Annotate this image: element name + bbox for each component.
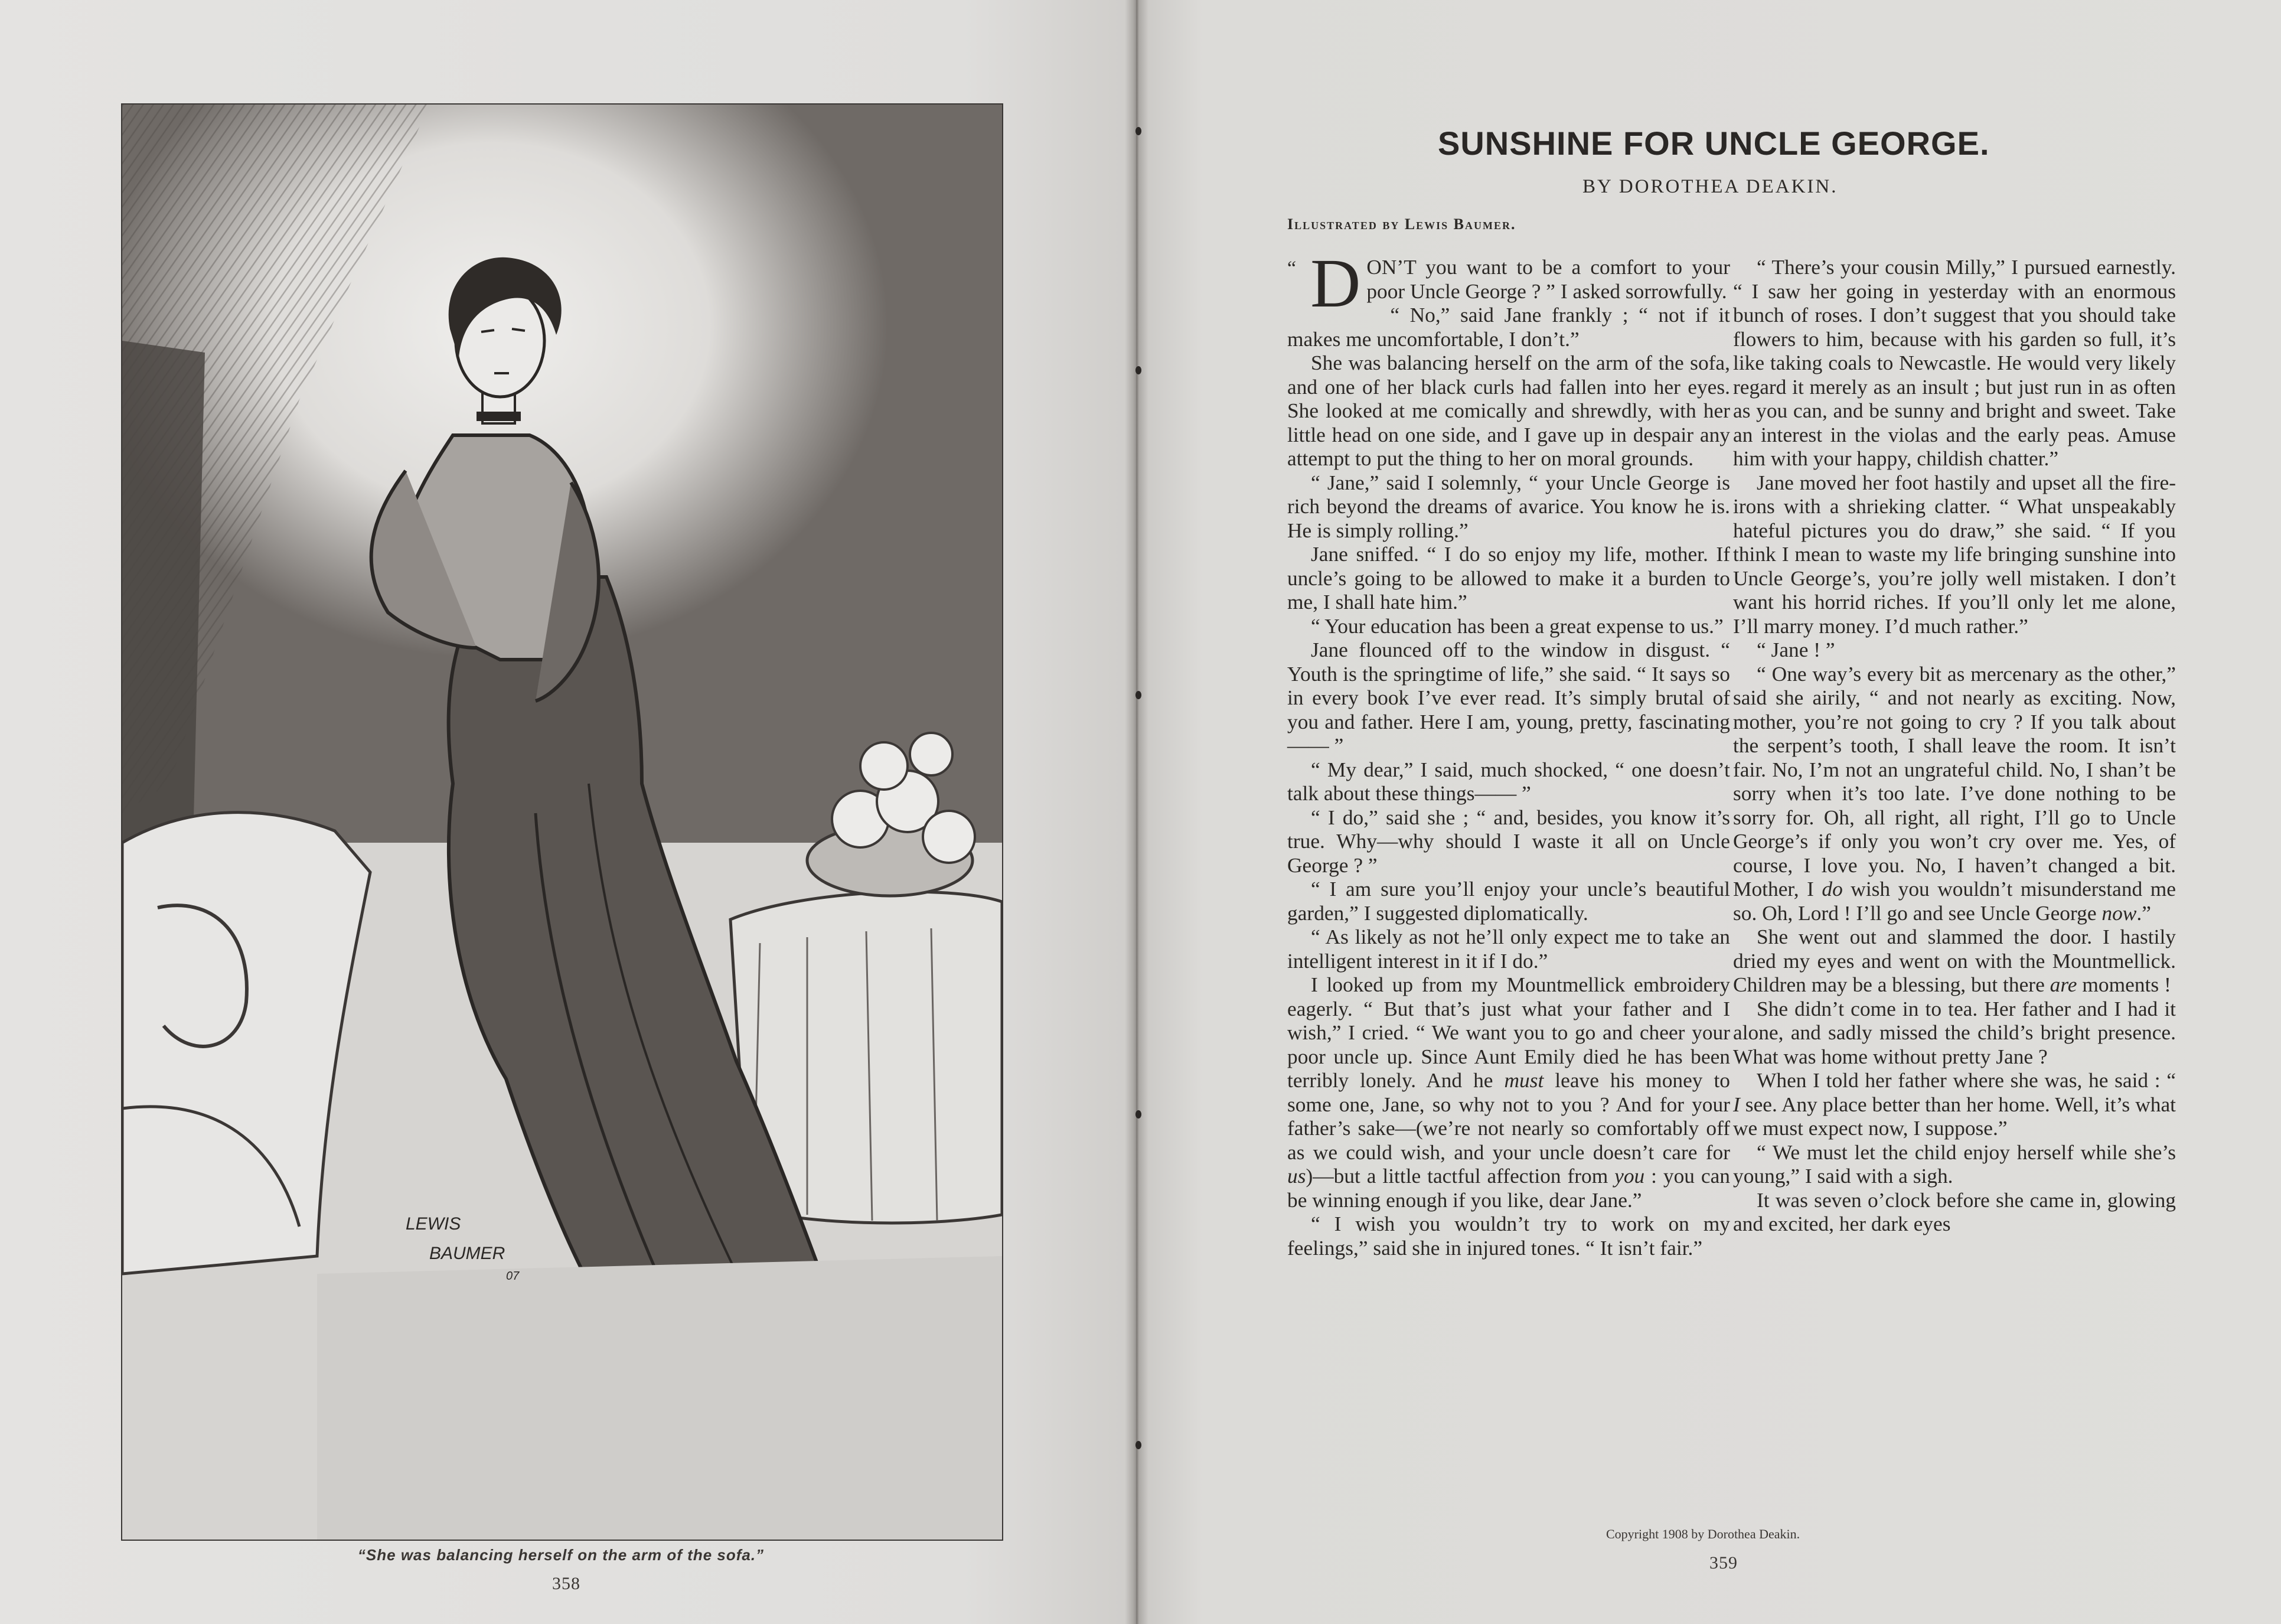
italic-text: must bbox=[1504, 1068, 1544, 1092]
italic-text: now bbox=[2101, 901, 2137, 925]
text-run: leave his money to some one, Jane, so why not to you ? And for your father’s sake—(we’re not nearly so comfortably off as we could wish, and your uncle doesn’t care for bbox=[1287, 1068, 1730, 1164]
paragraph: “ I am sure you’ll enjoy your uncle’s beautiful garden,” I suggested diplomatically. bbox=[1287, 877, 1730, 925]
text-run: She went out and slammed the door. I hastily dried my eyes and went on with the Mountmellick. Children may be a blessing, but there bbox=[1733, 925, 2176, 996]
text-column-2 bbox=[1733, 255, 2176, 1236]
paragraph: She didn’t come in to tea. Her father and I had it alone, and sadly missed the child’s bright presence. What was home without pretty Jane ? bbox=[1733, 996, 2176, 1068]
page-number-left: 358 bbox=[552, 1574, 580, 1593]
paragraph bbox=[1287, 973, 1730, 1212]
binding-thread-mark bbox=[1135, 691, 1141, 699]
left-page bbox=[0, 0, 1134, 1624]
paragraph: Jane sniffed. “ I do so enjoy my life, mother. If uncle’s going to be allowed to make it a burden to me, I shall hate him.” bbox=[1287, 542, 1730, 614]
paragraph bbox=[1733, 925, 2176, 997]
svg-text:07: 07 bbox=[506, 1270, 520, 1283]
paragraph: “ I wish you wouldn’t try to work on my feelings,” said she in injured tones. “ It isn’t fair.” bbox=[1287, 1212, 1730, 1260]
paragraph bbox=[1733, 1068, 2176, 1140]
paragraph: “ As likely as not he’ll only expect me to take an intelligent interest in it if I do.” bbox=[1287, 925, 1730, 973]
paragraph: “ Your education has been a great expense to us.” bbox=[1311, 614, 1724, 638]
copyright-notice: Copyright 1908 by Dorothea Deakin. bbox=[1606, 1527, 1800, 1541]
italic-text: you bbox=[1614, 1164, 1645, 1188]
paragraph: “ I do,” said she ; “ and, besides, you know it’s true. Why—why should I waste it all on Uncle George ? ” bbox=[1287, 805, 1730, 877]
binding-thread-mark bbox=[1135, 127, 1141, 135]
paragraph: Jane flounced off to the window in disgust. “ Youth is the springtime of life,” she said. “ It says so in every book I’ve ever read. It’s simply brutal of you and father. Here I am, young, pretty, fascinating—— ” bbox=[1287, 638, 1730, 757]
text-run: When I told her father where she was, he said : “ bbox=[1757, 1068, 2176, 1092]
drop-cap: D bbox=[1310, 244, 1361, 322]
text-run: see. Any place better than her home. Well, it’s what we must expect now, I suppose.” bbox=[1733, 1092, 2176, 1140]
binding-thread-mark bbox=[1135, 1110, 1141, 1118]
text-run: )—but a little tactful affection from bbox=[1306, 1164, 1615, 1188]
paragraph: “ We must let the child enjoy herself while she’s young,” I said with a sigh. bbox=[1733, 1140, 2176, 1188]
italic-text: I bbox=[1733, 1092, 1740, 1116]
text-run: moments ! bbox=[2077, 973, 2171, 996]
paragraph: Jane moved her foot hastily and upset all the fire-irons with a shrieking clatter. “ What unspeakably hateful pictures you do draw,” she said. “ If you think I mean to waste my life bringing sunshine into Uncle George’s, you’re jolly well mistaken. I don’t want his horrid riches. If you’ll only let me alone, I’ll marry money. I’d much rather.” bbox=[1733, 470, 2176, 638]
paragraph-text: ON’T you want to be a comfort to your poor Uncle George ? ” I asked sorrowfully. bbox=[1366, 255, 1730, 303]
italic-text: do bbox=[1822, 877, 1843, 901]
paragraph bbox=[1733, 662, 2176, 925]
book-gutter bbox=[1125, 0, 1148, 1624]
page-number-right: 359 bbox=[1709, 1553, 1738, 1573]
binding-thread-mark bbox=[1135, 1441, 1141, 1449]
illustration bbox=[121, 103, 1003, 1541]
paragraph bbox=[1287, 244, 1730, 322]
paragraph: “ My dear,” I said, much shocked, “ one doesn’t talk about these things—— ” bbox=[1287, 757, 1730, 805]
italic-text: are bbox=[2050, 973, 2077, 996]
text-run: “ One way’s every bit as mercenary as the other,” said she airily, “ and not nearly as exciting. Now, mother, you’re not going to cry ? If you talk about the serpent’s tooth, I shall leave the room. It isn’t fair. No, I’m not an ungrateful child. No, I shan’t be sorry when it’s too late. I’ve done nothing to be sorry for. Oh, all right, all right, I’ll go to Uncle George’s if only you won’t cry over me. Yes, of course, I love you. No, I haven’t changed a bit. Mother, I bbox=[1733, 661, 2176, 901]
svg-text:LEWIS: LEWIS bbox=[406, 1214, 461, 1234]
article-title: SUNSHINE FOR UNCLE GEORGE. bbox=[1438, 125, 1990, 162]
opening-quote: “ bbox=[1287, 257, 1297, 279]
text-column-1 bbox=[1287, 244, 1730, 1260]
text-run: wish you wouldn’t misunderstand me so. Oh, Lord ! I’ll go and see Uncle George bbox=[1733, 877, 2176, 925]
paragraph: “ Jane ! ” bbox=[1757, 638, 1835, 661]
text-run: : you can be winning enough if you like, dear Jane.” bbox=[1287, 1164, 1730, 1212]
paragraph: “ Jane,” said I solemnly, “ your Uncle George is rich beyond the dreams of avarice. You know he is. He is simply rolling.” bbox=[1287, 470, 1730, 542]
illustration-caption: “She was balancing herself on the arm of the sofa.” bbox=[357, 1546, 765, 1564]
paragraph: She was balancing herself on the arm of the sofa, and one of her black curls had fallen into her eyes. She looked at me comically and shrewdly, with her little head on one side, and I gave up in despair any attempt to put the thing to her on moral grounds. bbox=[1287, 351, 1730, 470]
text-run: .” bbox=[2136, 901, 2151, 925]
sketch-illustration bbox=[122, 105, 1002, 1540]
binding-thread-mark bbox=[1135, 366, 1141, 374]
paragraph: “ No,” said Jane frankly ; “ not if it makes me uncomfortable, I don’t.” bbox=[1287, 303, 1730, 351]
author-byline: BY DOROTHEA DEAKIN. bbox=[1582, 176, 1838, 197]
svg-text:BAUMER: BAUMER bbox=[429, 1244, 505, 1263]
paragraph: It was seven o’clock before she came in, glowing and excited, her dark eyes bbox=[1733, 1188, 2176, 1235]
illustrator-credit: Illustrated by Lewis Baumer. bbox=[1287, 216, 1516, 233]
italic-text: us bbox=[1287, 1164, 1306, 1188]
paragraph: “ There’s your cousin Milly,” I pursued earnestly. “ I saw her going in yesterday with an enormous bunch of roses. I don’t suggest that you should take flowers to him, because with his garden so full, it’s like taking coals to Newcastle. He would very likely regard it merely as an insult ; but just run in as often as you can, and be sunny and bright and sweet. Take an interest in the violas and the early peas. Amuse him with your happy, childish chatter.” bbox=[1733, 255, 2176, 470]
text-run: I looked up from my Mountmellick embroidery eagerly. “ But that’s just what your father and I wish,” I cried. “ We want you to go and cheer your poor uncle up. Since Aunt Emily died he has been terribly lonely. And he bbox=[1287, 973, 1730, 1092]
